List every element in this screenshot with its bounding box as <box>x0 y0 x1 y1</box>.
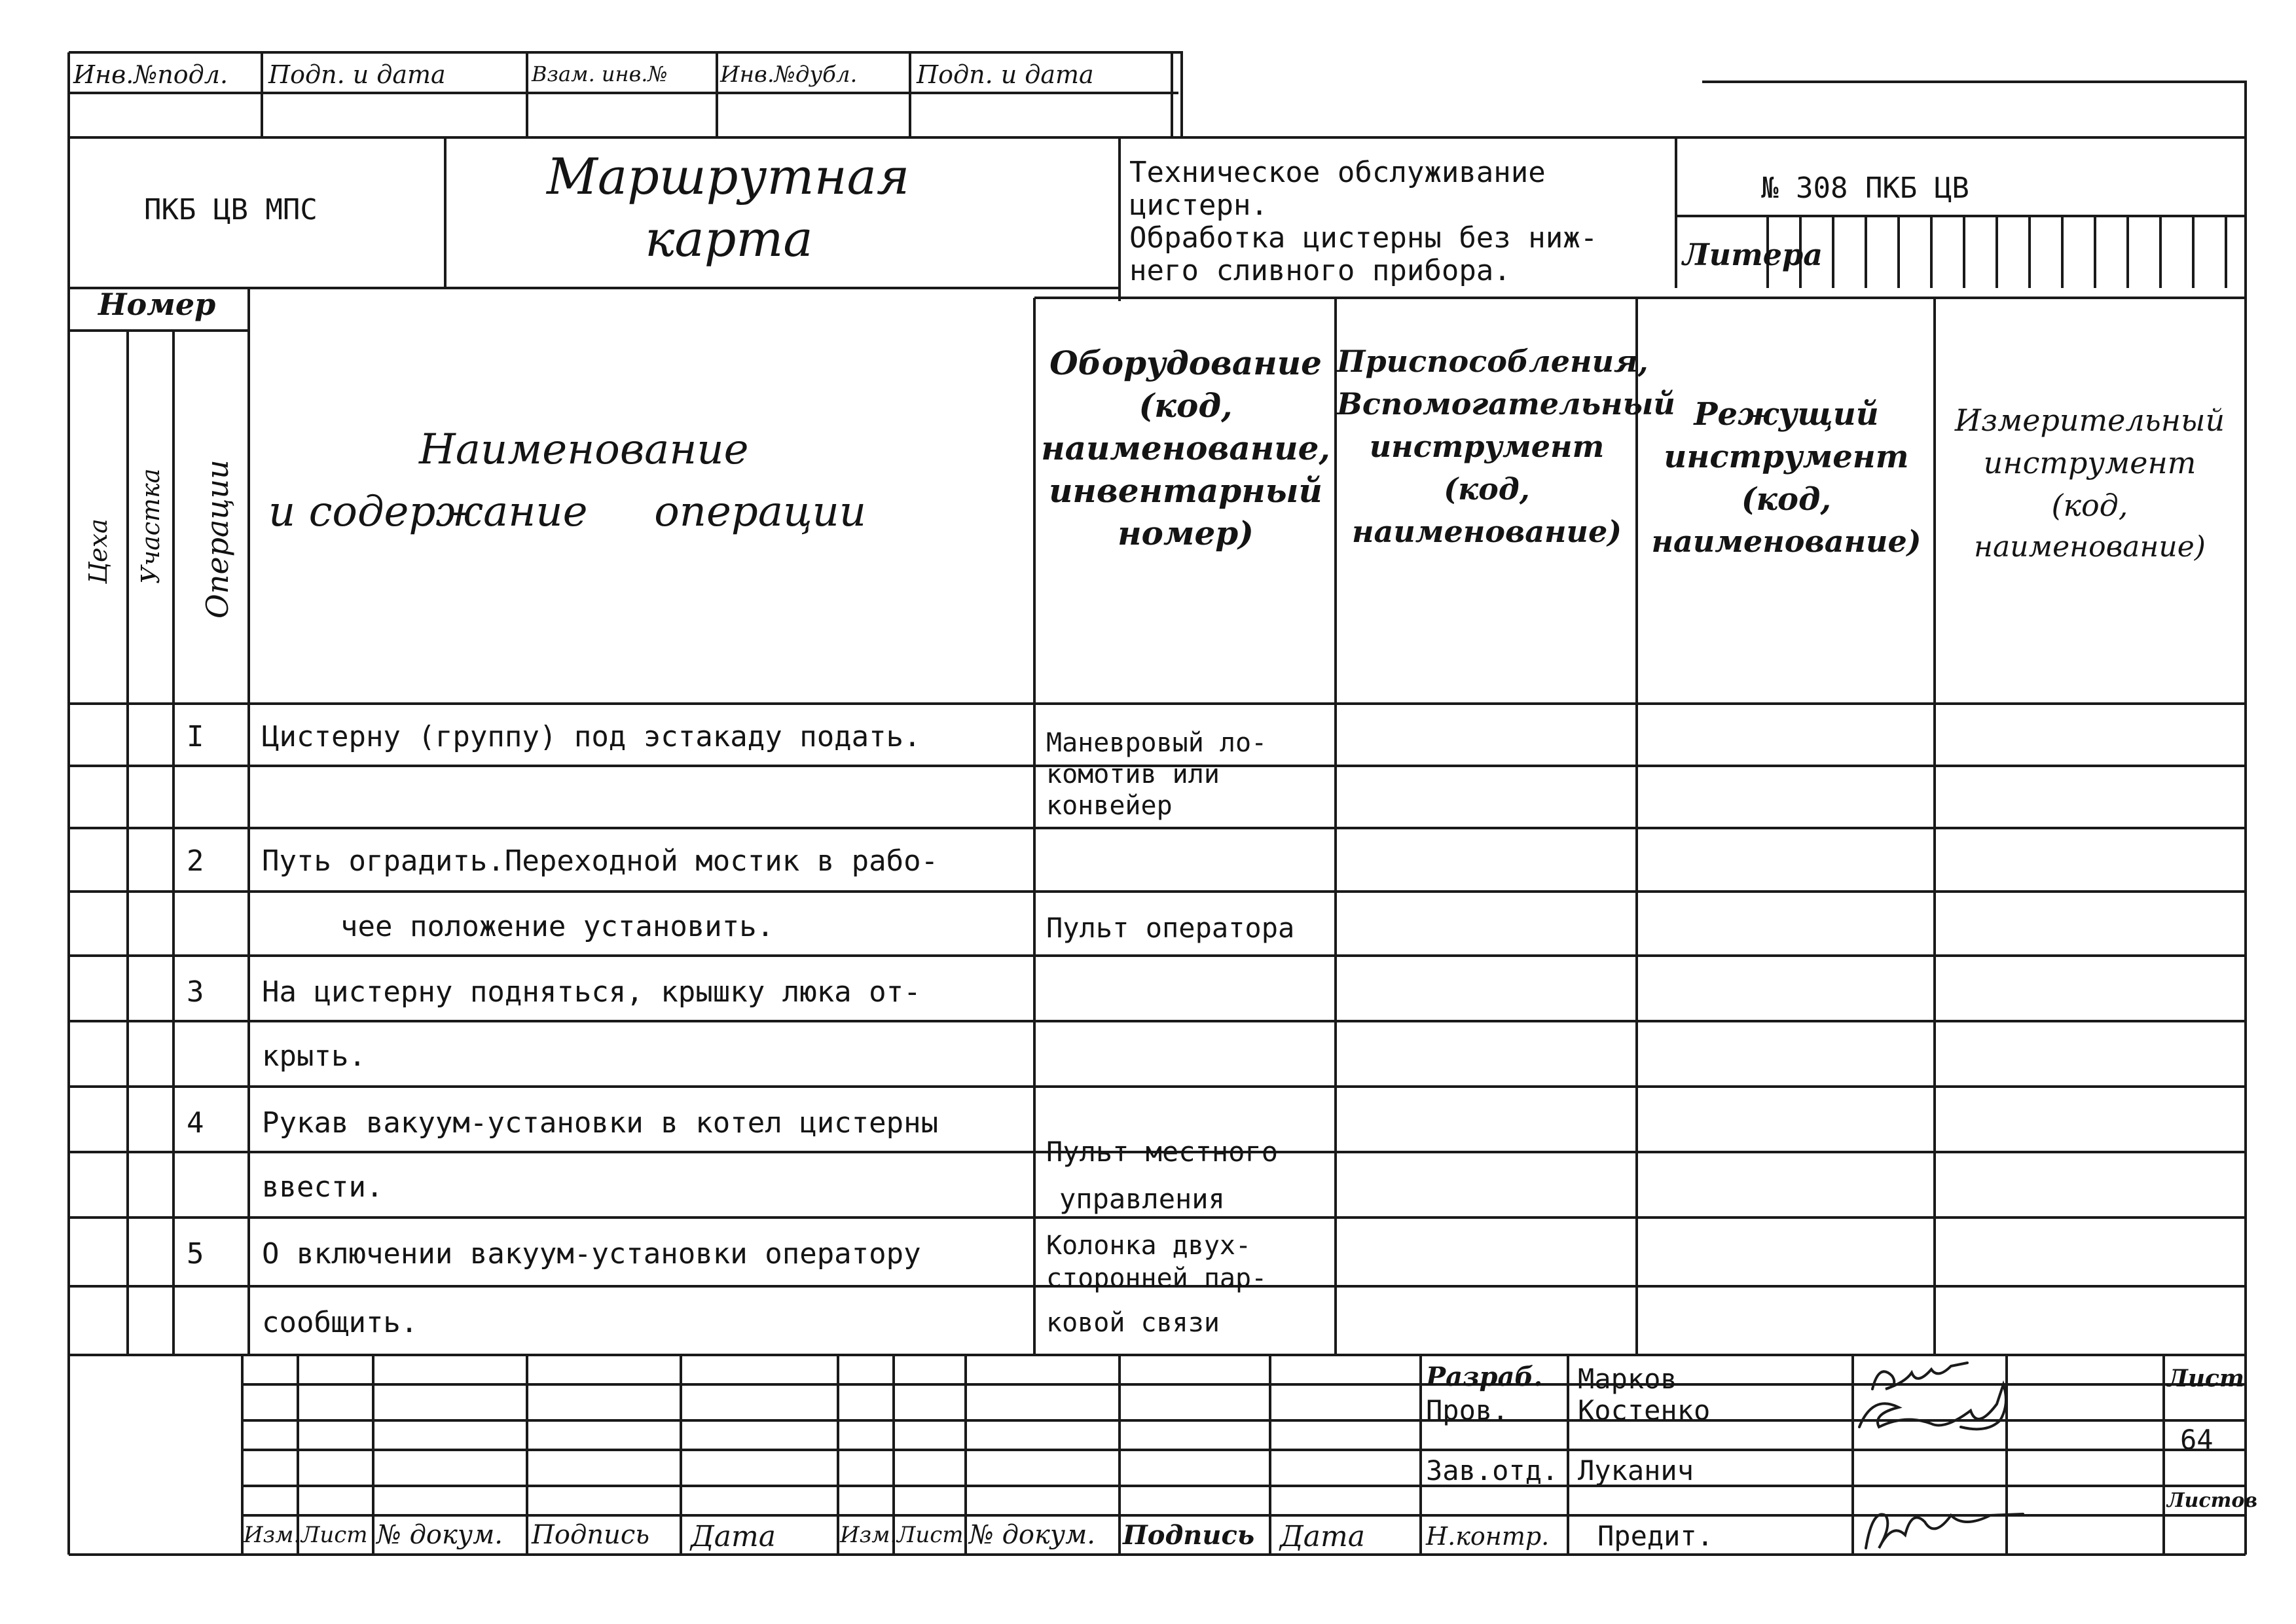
footer-label: № докум. <box>969 1520 1095 1550</box>
strip-cell-inv-dubl: Инв.№дубл. <box>720 62 858 88</box>
footer-label: Дата <box>1280 1520 1365 1553</box>
signature-predit <box>1866 1514 2023 1548</box>
subject-line: цистерн. <box>1129 189 1268 222</box>
op-text: Цистерну (группу) под эстакаду подать. <box>262 720 921 753</box>
signature-kostenko <box>1859 1384 2006 1429</box>
strip-cell-podp-data: Подп. и дата <box>268 60 446 89</box>
sign-role: Разраб. <box>1426 1362 1543 1392</box>
footer-label: Подпись <box>1123 1520 1255 1551</box>
doc-title-line1: Маршрутная <box>547 147 910 206</box>
col-header-uchastka: Участка <box>136 468 165 584</box>
op-text: ввести. <box>262 1170 384 1204</box>
op-number: 3 <box>187 975 204 1009</box>
footer-label: Изм. <box>840 1522 898 1548</box>
subject-line: Обработка цистерны без ниж- <box>1129 221 1598 255</box>
footer-label: № докум. <box>376 1520 503 1550</box>
op-text: крыть. <box>262 1039 366 1073</box>
op-text: О включении вакуум-установки оператору <box>262 1237 921 1271</box>
sheets-label: Листов <box>2167 1489 2258 1512</box>
op-number: I <box>187 720 204 753</box>
subject-line: Техническое обслуживание <box>1129 156 1546 189</box>
sign-name: Марков <box>1578 1363 1677 1395</box>
strip-cell-inv-podl: Инв.№подл. <box>73 60 228 89</box>
equipment-text: Маневровый ло- <box>1046 728 1267 758</box>
sign-role: Н.контр. <box>1426 1522 1550 1551</box>
sign-name: Костенко <box>1578 1394 1711 1426</box>
doc-title-line2: карта <box>645 209 813 268</box>
sign-role: Пров. <box>1426 1394 1509 1426</box>
op-number: 4 <box>187 1106 204 1140</box>
footer-label: Лист <box>897 1522 964 1548</box>
equipment-text: комотив или <box>1046 759 1220 789</box>
op-text: На цистерну подняться, крышку люка от- <box>262 975 921 1009</box>
footer-label: Лист <box>301 1522 368 1548</box>
sheet-label: Лист <box>2167 1365 2245 1392</box>
col-header-name-line2: и содержание операции <box>268 488 867 536</box>
op-text: Рукав вакуум-установки в котел цистерны <box>262 1106 939 1140</box>
strip-cell-vzam-inv: Взам. инв.№ <box>532 62 668 86</box>
equipment-text: Пульт местного <box>1046 1136 1279 1168</box>
signature-markov <box>1872 1363 1967 1389</box>
col-header-tsekha: Цеха <box>84 518 113 584</box>
footer-label: Изм. <box>244 1522 301 1548</box>
doc-number: № 308 ПКБ ЦВ <box>1761 171 1969 205</box>
col-header-operatsii: Операции <box>200 460 235 619</box>
op-text: Путь оградить.Переходной мостик в рабо- <box>262 844 939 878</box>
equipment-text: Пульт оператора <box>1046 912 1295 944</box>
col-header-name-line1: Наименование <box>419 425 749 474</box>
sign-role: Зав.отд. <box>1426 1454 1559 1487</box>
equipment-text: сторонней пар- <box>1046 1263 1267 1293</box>
equipment-text: конвейер <box>1046 791 1173 821</box>
sign-name: Луканич <box>1578 1454 1694 1487</box>
equipment-text: Колонка двух- <box>1046 1231 1252 1261</box>
sign-name: Предит. <box>1597 1520 1714 1552</box>
footer-label: Дата <box>691 1520 776 1553</box>
footer-label: Подпись <box>532 1520 650 1550</box>
litera-label: Литера <box>1683 237 1823 272</box>
organization: ПКБ ЦВ МПС <box>144 193 318 226</box>
sheet-number: 64 <box>2180 1424 2214 1456</box>
op-number: 5 <box>187 1237 204 1271</box>
strip-cell-podp-data-2: Подп. и дата <box>917 60 1094 89</box>
nomer-label: Номер <box>98 287 216 322</box>
subject-line: него сливного прибора. <box>1129 254 1511 287</box>
op-text: чее положение установить. <box>340 910 774 943</box>
equipment-text: ковой связи <box>1046 1308 1220 1338</box>
equipment-text: управления <box>1059 1183 1225 1215</box>
op-text: сообщить. <box>262 1306 418 1339</box>
op-number: 2 <box>187 844 204 878</box>
